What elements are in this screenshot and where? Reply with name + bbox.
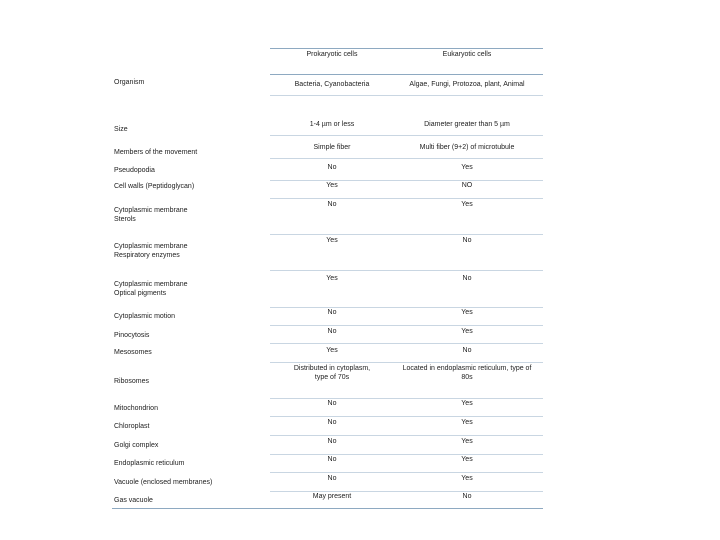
row-eukaryotic-value: No: [462, 237, 472, 244]
row-prokaryotic-value: Distributed in cytoplasm, type of 70s: [293, 365, 371, 381]
row-prokaryotic-value: Yes: [326, 237, 338, 244]
header-prokaryotic: Prokaryotic cells: [306, 51, 358, 58]
row-eukaryotic-value: Yes: [461, 201, 473, 208]
row-prokaryotic-value: Yes: [326, 182, 338, 189]
row-feature: Cytoplasmic motion: [114, 313, 176, 320]
row-feature: Endoplasmic reticulum: [114, 460, 185, 467]
row-feature: Cytoplasmic membrane Sterols: [114, 207, 188, 223]
header-top-rule: [270, 48, 543, 49]
row-eukaryotic-value: Multi fiber (9+2) of microtubule: [419, 144, 515, 151]
row-prokaryotic-value: No: [327, 328, 337, 335]
row-rule: [270, 472, 543, 473]
row-feature: Pseudopodia: [114, 167, 155, 174]
row-feature: Cytoplasmic membrane Optical pigments: [114, 281, 188, 297]
row-rule: [270, 362, 543, 363]
row-rule: [270, 234, 543, 235]
row-rule: [270, 95, 543, 96]
row-eukaryotic-value: NO: [461, 182, 473, 189]
header-eukaryotic: Eukaryotic cells: [442, 51, 492, 58]
row-eukaryotic-value: Yes: [461, 438, 473, 445]
row-eukaryotic-value: Diameter greater than 5 µm: [424, 121, 510, 128]
row-feature: Organism: [114, 79, 145, 86]
row-feature: Cell walls (Peptidoglycan): [114, 183, 195, 190]
row-eukaryotic-value: No: [462, 275, 472, 282]
row-rule: [270, 343, 543, 344]
row-prokaryotic-value: Yes: [326, 347, 338, 354]
row-feature: Golgi complex: [114, 442, 159, 449]
row-rule: [270, 416, 543, 417]
row-eukaryotic-value: Yes: [461, 400, 473, 407]
row-feature: Chloroplast: [114, 423, 150, 430]
row-eukaryotic-value: Yes: [461, 328, 473, 335]
row-rule: [270, 325, 543, 326]
row-feature: Ribosomes: [114, 378, 150, 385]
row-eukaryotic-value: Located in endoplasmic reticulum, type of 80s: [402, 365, 532, 381]
comparison-table: [112, 38, 543, 510]
row-prokaryotic-value: Bacteria, Cyanobacteria: [294, 81, 370, 88]
row-feature: Cytoplasmic membrane Respiratory enzymes: [114, 243, 188, 259]
row-rule: [270, 270, 543, 271]
table-bottom-rule: [112, 508, 543, 509]
row-eukaryotic-value: Yes: [461, 475, 473, 482]
row-prokaryotic-value: No: [327, 456, 337, 463]
header-bottom-rule: [270, 74, 543, 75]
row-rule: [270, 435, 543, 436]
row-eukaryotic-value: No: [462, 347, 472, 354]
row-feature: Members of the movement: [114, 149, 198, 156]
row-prokaryotic-value: No: [327, 201, 337, 208]
row-feature: Mitochondrion: [114, 405, 158, 412]
row-prokaryotic-value: No: [327, 419, 337, 426]
row-eukaryotic-value: Algae, Fungi, Protozoa, plant, Animal: [409, 81, 525, 88]
row-prokaryotic-value: No: [327, 164, 337, 171]
row-prokaryotic-value: May present: [312, 493, 352, 500]
row-rule: [270, 158, 543, 159]
row-prokaryotic-value: 1-4 µm or less: [309, 121, 355, 128]
row-feature: Gas vacuole: [114, 497, 153, 504]
row-rule: [270, 198, 543, 199]
row-prokaryotic-value: No: [327, 475, 337, 482]
row-prokaryotic-value: No: [327, 309, 337, 316]
row-eukaryotic-value: Yes: [461, 164, 473, 171]
row-prokaryotic-value: Yes: [326, 275, 338, 282]
row-prokaryotic-value: No: [327, 400, 337, 407]
row-eukaryotic-value: Yes: [461, 309, 473, 316]
row-feature: Mesosomes: [114, 349, 152, 356]
row-prokaryotic-value: Simple fiber: [313, 144, 351, 151]
row-feature: Size: [114, 126, 128, 133]
row-feature: Pinocytosis: [114, 332, 150, 339]
row-eukaryotic-value: Yes: [461, 456, 473, 463]
row-eukaryotic-value: Yes: [461, 419, 473, 426]
row-eukaryotic-value: No: [462, 493, 472, 500]
row-prokaryotic-value: No: [327, 438, 337, 445]
row-rule: [270, 135, 543, 136]
row-feature: Vacuole (enclosed membranes): [114, 479, 213, 486]
